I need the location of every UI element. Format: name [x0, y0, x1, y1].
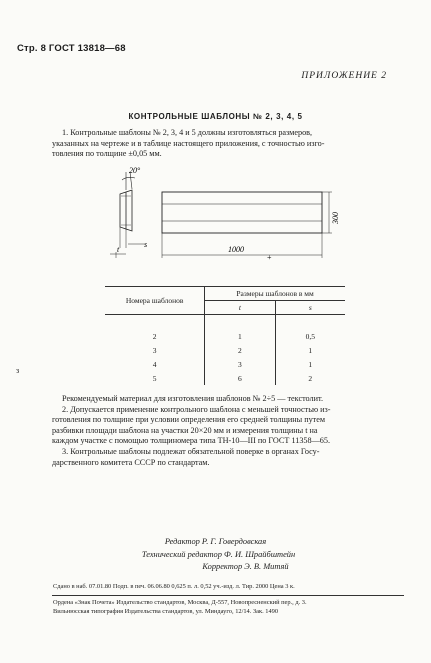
- imprint-line-3: Вильнюсская типография Издательства стандартов, ул. Миндауго, 12/14. Зак. 1490: [53, 608, 279, 615]
- paragraph-2-line: разбивки площади шаблона на участки 20×20 мм и измерения толщины t на: [52, 425, 318, 435]
- template-side-profile: [120, 190, 132, 231]
- table-row: 4 3 1: [105, 357, 345, 371]
- credit-proofreader: Корректор Э. В. Митяй: [202, 562, 289, 571]
- paragraph-2-line: дарственного комитета СССР по стандартам.: [52, 457, 210, 467]
- table-header-sizes: Размеры шаблонов в мм: [205, 287, 345, 301]
- paragraph-1: [52, 128, 404, 160]
- angle-label: 20°: [129, 166, 141, 175]
- t-label: t: [117, 245, 120, 254]
- credit-tech-editor: Технический редактор Ф. И. Шрайбштейн: [141, 549, 296, 559]
- table-header-s: s: [275, 301, 345, 315]
- height-dimension-label: 300: [331, 212, 340, 224]
- tolerance-sign: +: [267, 253, 272, 262]
- table-header-t: t: [205, 301, 275, 315]
- template-plate: [162, 192, 322, 233]
- paragraph-2: [52, 394, 404, 468]
- margin-mark: з: [16, 366, 20, 375]
- credits: [0, 536, 431, 574]
- paragraph-1-line: товления по толщине ±0,05 мм.: [52, 149, 162, 159]
- paragraph-1-line: 1. Контрольные шаблоны № 2, 3, 4 и 5 должны изготовляться размеров,: [62, 128, 313, 137]
- page-header: Стр. 8 ГОСТ 13818—68: [17, 43, 126, 54]
- imprint-divider: [52, 595, 404, 596]
- template-drawing: [100, 160, 340, 272]
- table-row: 5 6 2: [105, 371, 345, 385]
- imprint-line-2: Ордена «Знак Почета» Издательство стандартов, Москва, Д-557, Новопресненский пер., д. 3.: [53, 599, 307, 606]
- credit-editor: Редактор Р. Г. Говердовская: [164, 537, 267, 546]
- template-sizes-table: [105, 286, 345, 385]
- section-title: КОНТРОЛЬНЫЕ ШАБЛОНЫ № 2, 3, 4, 5: [128, 112, 303, 121]
- appendix-label: ПРИЛОЖЕНИЕ 2: [301, 71, 387, 81]
- length-dimension-label: 1000: [228, 245, 244, 254]
- paragraph-1-line: указанных на чертеже и в таблице настоящего приложения, с точностью изго-: [52, 138, 325, 148]
- table-row: 2 1 0,5: [105, 329, 345, 343]
- paragraph-2-line: 2. Допускается применение контрольного шаблона с меньшей точностью из-: [62, 404, 331, 414]
- paragraph-2-line: 3. Контрольные шаблоны подлежат обязательной поверке в органах Госу-: [62, 446, 320, 456]
- thickness-label: s: [144, 240, 148, 249]
- paragraph-2-line: каждом участке с помощью толщиномера типа ТН-10—III по ГОСТ 11358—65.: [52, 436, 331, 446]
- table-row: 3 2 1: [105, 343, 345, 357]
- paragraph-2-line: Рекомендуемый материал для изготовления шаблонов № 2÷5 — текстолит.: [62, 394, 324, 403]
- paragraph-2-line: готовления по толщине при условии определения его средней толщины путем: [52, 415, 326, 425]
- table-header-numbers: Номера шаблонов: [105, 287, 205, 315]
- imprint-line-1: Сдано в наб. 07.01.80 Подп. в печ. 06.06.80 0,625 п. л. 0,52 уч.-изд. л. Тир. 2000 Цена 3 к.: [53, 583, 295, 590]
